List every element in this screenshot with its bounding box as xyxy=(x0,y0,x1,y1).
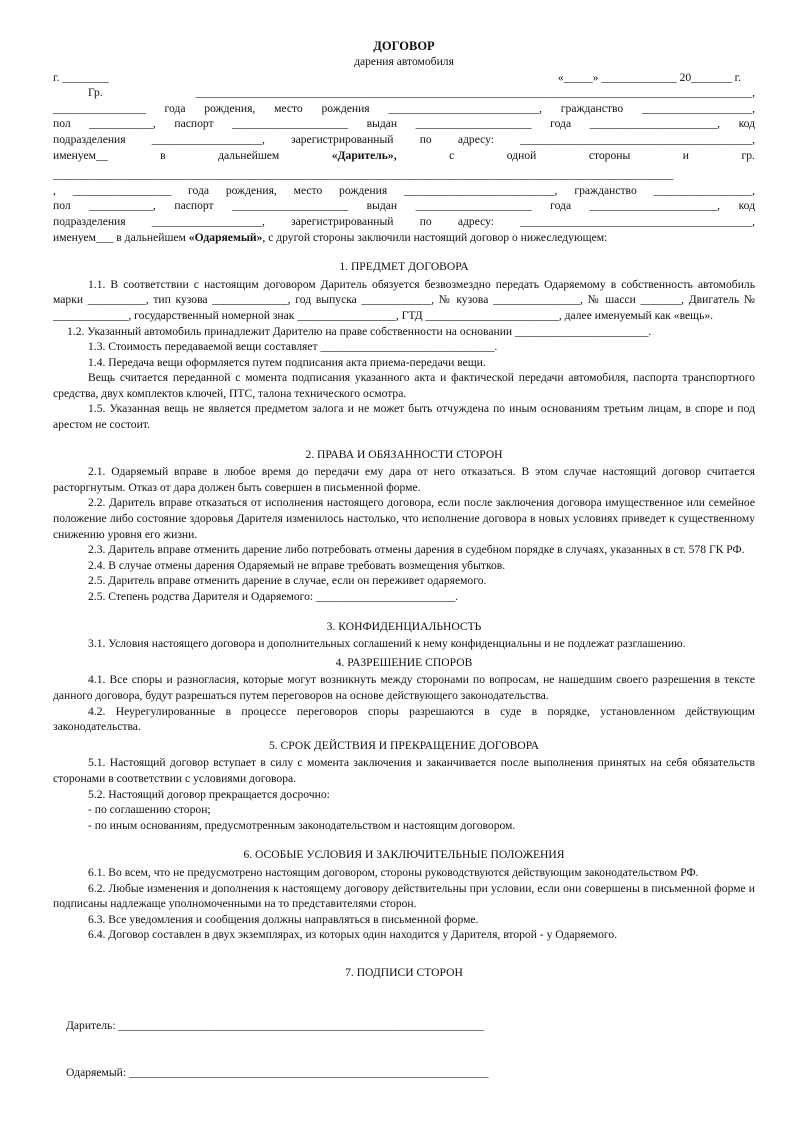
clause-1-4: 1.4. Передача вещи оформляется путем подписания акта приема-передачи вещи. xyxy=(88,355,486,369)
document-title: ДОГОВОР xyxy=(373,39,435,53)
donor-line: Гр. ________________________________________________________________________________________________, xyxy=(88,86,755,100)
clause-6-1: 6.1. Во всем, что не предусмотрено настоящим договором, стороны руководствуются действующим законодательством РФ. xyxy=(88,865,699,879)
donor-role: «Даритель», xyxy=(331,148,397,162)
donor-block xyxy=(53,85,755,163)
clause-2-5a: 2.5. Даритель вправе отменить дарение в случае, если он переживет одаряемого. xyxy=(88,574,487,588)
donee-line: , _________________ года рождения, место рождения __________________________, гражданство _________________, xyxy=(53,183,755,197)
donee-block xyxy=(53,167,755,245)
clause-2-1: 2.1. Одаряемый вправе в любое время до передачи ему дара от него отказаться. В этом случае настоящий договор считается расторгнутым. Отказ от дара должен быть совершен в письменной форме. xyxy=(53,465,755,494)
clause-6-4: 6.4. Договор составлен в двух экземплярах, из которых один находится у Дарителя, второй - у Одаряемого. xyxy=(88,928,618,942)
donor-line: подразделения ___________________, зарегистрированный по адресу: ________________________________________, xyxy=(53,132,755,146)
clause-1-3: 1.3. Стоимость передаваемой вещи составляет ______________________________. xyxy=(88,340,498,354)
section-7-title: 7. ПОДПИСИ СТОРОН xyxy=(345,965,463,979)
contract-page xyxy=(53,38,755,982)
donee-signature-line: Одаряемый: ______________________________________________________________ xyxy=(66,1066,489,1079)
date-field: «_____» _____________ 20_______ г. xyxy=(557,70,741,84)
clause-2-5b: 2.5. Степень родства Дарителя и Одаряемого: ________________________. xyxy=(88,590,459,603)
section-5-title: 5. СРОК ДЕЙСТВИЯ И ПРЕКРАЩЕНИЕ ДОГОВОРА xyxy=(268,738,540,752)
donor-signature-line: Даритель: _______________________________________________________________ xyxy=(66,1019,484,1032)
clause-1-1: 1.1. В соответствии с настоящим договором Даритель обязуется безвозмездно передать Одаряемому в собственность автомобиль марки __________, тип кузова _____________, год выпуска ____________, № кузова _______________, № шасси _______, Двигатель № _____________, государственный номерной знак _________________, ГТД _______________________, далее именуемый как «вещь». xyxy=(53,277,755,322)
document-subtitle: дарения автомобиля xyxy=(354,55,454,68)
clause-5-2-item: - по иным основаниям, предусмотренным законодательством и настоящим договором. xyxy=(88,818,516,832)
donee-line: подразделения ___________________, зарегистрированный по адресу: ________________________________________, xyxy=(53,214,755,228)
clause-2-3: 2.3. Даритель вправе отменить дарение либо потребовать отмены дарения в судебном порядке в случаях, указанных в ст. 578 ГК РФ. xyxy=(88,543,745,557)
section-6-title: 6. ОСОБЫЕ УСЛОВИЯ И ЗАКЛЮЧИТЕЛЬНЫЕ ПОЛОЖЕНИЯ xyxy=(243,848,565,862)
donor-line: ________________ года рождения, место рождения __________________________, гражданство ___________________, xyxy=(53,101,755,115)
city-field: г. ________ xyxy=(53,70,109,84)
donee-named-line: именуем___ в дальнейшем «Одаряемый», с другой стороны заключили настоящий договор о нижеследующем: xyxy=(53,230,608,244)
clause-2-4: 2.4. В случае отмены дарения Одаряемый не вправе требовать возмещения убытков. xyxy=(88,558,506,572)
clause-2-2: 2.2. Даритель вправе отказаться от исполнения настоящего договора, если после заключения договора имущественное или семейное положение либо состояние здоровья Дарителя изменилось настолько, что исполнение договора в новых условиях приведет к существенному снижению уровня его жизни. xyxy=(53,496,755,541)
place-date-row xyxy=(53,70,755,86)
donee-role: «Одаряемый» xyxy=(188,230,263,244)
donee-line: пол ___________, паспорт ____________________ выдан ____________________ года ______________________, код xyxy=(53,199,755,213)
clause-5-1: 5.1. Настоящий договор вступает в силу с момента заключения и заканчивается после выполнения принятых на себя обязательств сторонами в соответствии с условиями договора. xyxy=(53,756,755,785)
clause-1-4-note: Вещь считается переданной с момента подписания указанного акта и фактической передачи автомобиля, паспорта транспортного средства, двух комплектов ключей, ПТС, талона технического осмотра. xyxy=(53,371,755,400)
section-1-title: 1. ПРЕДМЕТ ДОГОВОРА xyxy=(339,260,469,274)
clause-1-5: 1.5. Указанная вещь не является предметом залога и не может быть отчуждена по иным основаниям третьим лицам, в споре и под арестом не состоит. xyxy=(53,402,755,432)
clause-6-3: 6.3. Все уведомления и сообщения должны направляться в письменной форме. xyxy=(88,912,479,926)
section-4-title: 4. РАЗРЕШЕНИЕ СПОРОВ xyxy=(335,655,473,669)
donee-line: ___________________________________________________________________________________________________________ xyxy=(53,168,674,182)
clause-3-1: 3.1. Условия настоящего договора и дополнительных соглашений к нему конфиденциальны и не подлежат разглашению. xyxy=(88,637,686,651)
clause-5-2: 5.2. Настоящий договор прекращается досрочно: xyxy=(88,787,330,801)
section-3-title: 3. КОНФИДЕНЦИАЛЬНОСТЬ xyxy=(326,619,482,633)
clause-1-2: 1.2. Указанный автомобиль принадлежит Дарителю на праве собственности на основании _______________________. xyxy=(67,324,652,338)
donor-line: пол ___________, паспорт ____________________ выдан ____________________ года ______________________, код xyxy=(53,117,755,131)
clause-6-2: 6.2. Любые изменения и дополнения к настоящему договору действительны при условии, если они совершены в письменной форме и подписаны надлежаще уполномоченными на то представителями сторон. xyxy=(53,881,755,911)
clause-4-1: 4.1. Все споры и разногласия, которые могут возникнуть между сторонами по вопросам, не нашедшим своего разрешения в тексте данного договора, будут разрешаться путем переговоров на основе действующего законодательства. xyxy=(53,673,755,702)
clause-4-2: 4.2. Неурегулированные в процессе переговоров споры разрешаются в суде в порядке, установленном действующим законодательства. xyxy=(53,704,755,734)
donor-named-line: именуем__ в дальнейшем «Даритель», с одной стороны и гр. xyxy=(53,148,755,162)
clause-5-2-item: - по соглашению сторон; xyxy=(88,803,211,817)
section-2-title: 2. ПРАВА И ОБЯЗАННОСТИ СТОРОН xyxy=(305,447,503,461)
